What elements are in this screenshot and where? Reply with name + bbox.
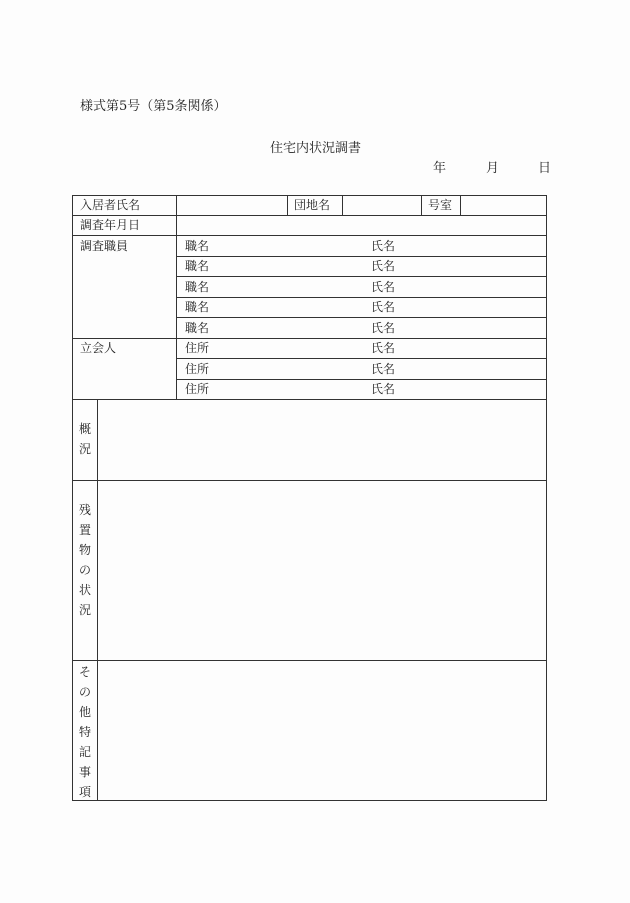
remaining-items-label-char: 残 <box>78 503 91 517</box>
overview-label-char: 況 <box>78 442 91 456</box>
staff-position-label: 職名 <box>185 259 210 273</box>
other-notes-label-char: 事 <box>78 765 91 779</box>
remaining-items-label-char: の <box>78 563 91 577</box>
other-notes-field[interactable] <box>98 661 546 800</box>
remaining-items-label-char: 物 <box>78 543 91 557</box>
other-notes-label <box>77 662 93 802</box>
date-year-label: 年 <box>433 161 447 176</box>
remaining-items-label <box>77 500 93 620</box>
complex-name-field[interactable] <box>343 196 421 215</box>
staff-position-label: 職名 <box>185 321 210 335</box>
other-notes-label-char: 項 <box>78 785 91 799</box>
staff-name-label: 氏名 <box>371 259 396 273</box>
remaining-items-label-char: 状 <box>78 583 91 597</box>
staff-name-label: 氏名 <box>371 239 396 253</box>
overview-label <box>77 419 93 459</box>
staff-position-label: 職名 <box>185 239 210 253</box>
overview-field[interactable] <box>98 400 546 480</box>
date-month-label: 月 <box>486 161 500 176</box>
page-title: 住宅内状況調書 <box>270 141 362 156</box>
witness-name-label: 氏名 <box>371 362 396 376</box>
survey-date-field[interactable] <box>177 216 546 235</box>
remaining-items-field[interactable] <box>98 481 546 660</box>
survey-staff-label: 調査職員 <box>80 239 129 253</box>
other-notes-label-char: の <box>78 685 91 699</box>
complex-name-label: 団地名 <box>294 198 331 212</box>
staff-name-label: 氏名 <box>371 280 396 294</box>
staff-name-label: 氏名 <box>371 300 396 314</box>
form-number: 様式第5号（第5条関係） <box>80 99 227 114</box>
witness-address-label: 住所 <box>185 382 210 396</box>
other-notes-label-char: 他 <box>78 705 91 719</box>
other-notes-label-char: そ <box>78 665 91 679</box>
date-day-label: 日 <box>538 161 552 176</box>
survey-date-label: 調査年月日 <box>80 218 141 232</box>
room-number-label: 号室 <box>428 198 453 212</box>
witness-address-label: 住所 <box>185 362 210 376</box>
resident-name-field[interactable] <box>177 196 287 215</box>
other-notes-label-char: 記 <box>78 745 91 759</box>
remaining-items-label-char: 置 <box>78 523 91 537</box>
witness-name-label: 氏名 <box>371 382 396 396</box>
overview-label-char: 概 <box>78 422 91 436</box>
witness-label: 立会人 <box>80 341 117 355</box>
remaining-items-label-char: 況 <box>78 603 91 617</box>
witness-address-label: 住所 <box>185 341 210 355</box>
staff-position-label: 職名 <box>185 280 210 294</box>
other-notes-label-char: 特 <box>78 725 91 739</box>
staff-position-label: 職名 <box>185 300 210 314</box>
room-number-field[interactable] <box>461 196 546 215</box>
witness-name-label: 氏名 <box>371 341 396 355</box>
resident-name-label: 入居者氏名 <box>80 198 141 212</box>
staff-name-label: 氏名 <box>371 321 396 335</box>
